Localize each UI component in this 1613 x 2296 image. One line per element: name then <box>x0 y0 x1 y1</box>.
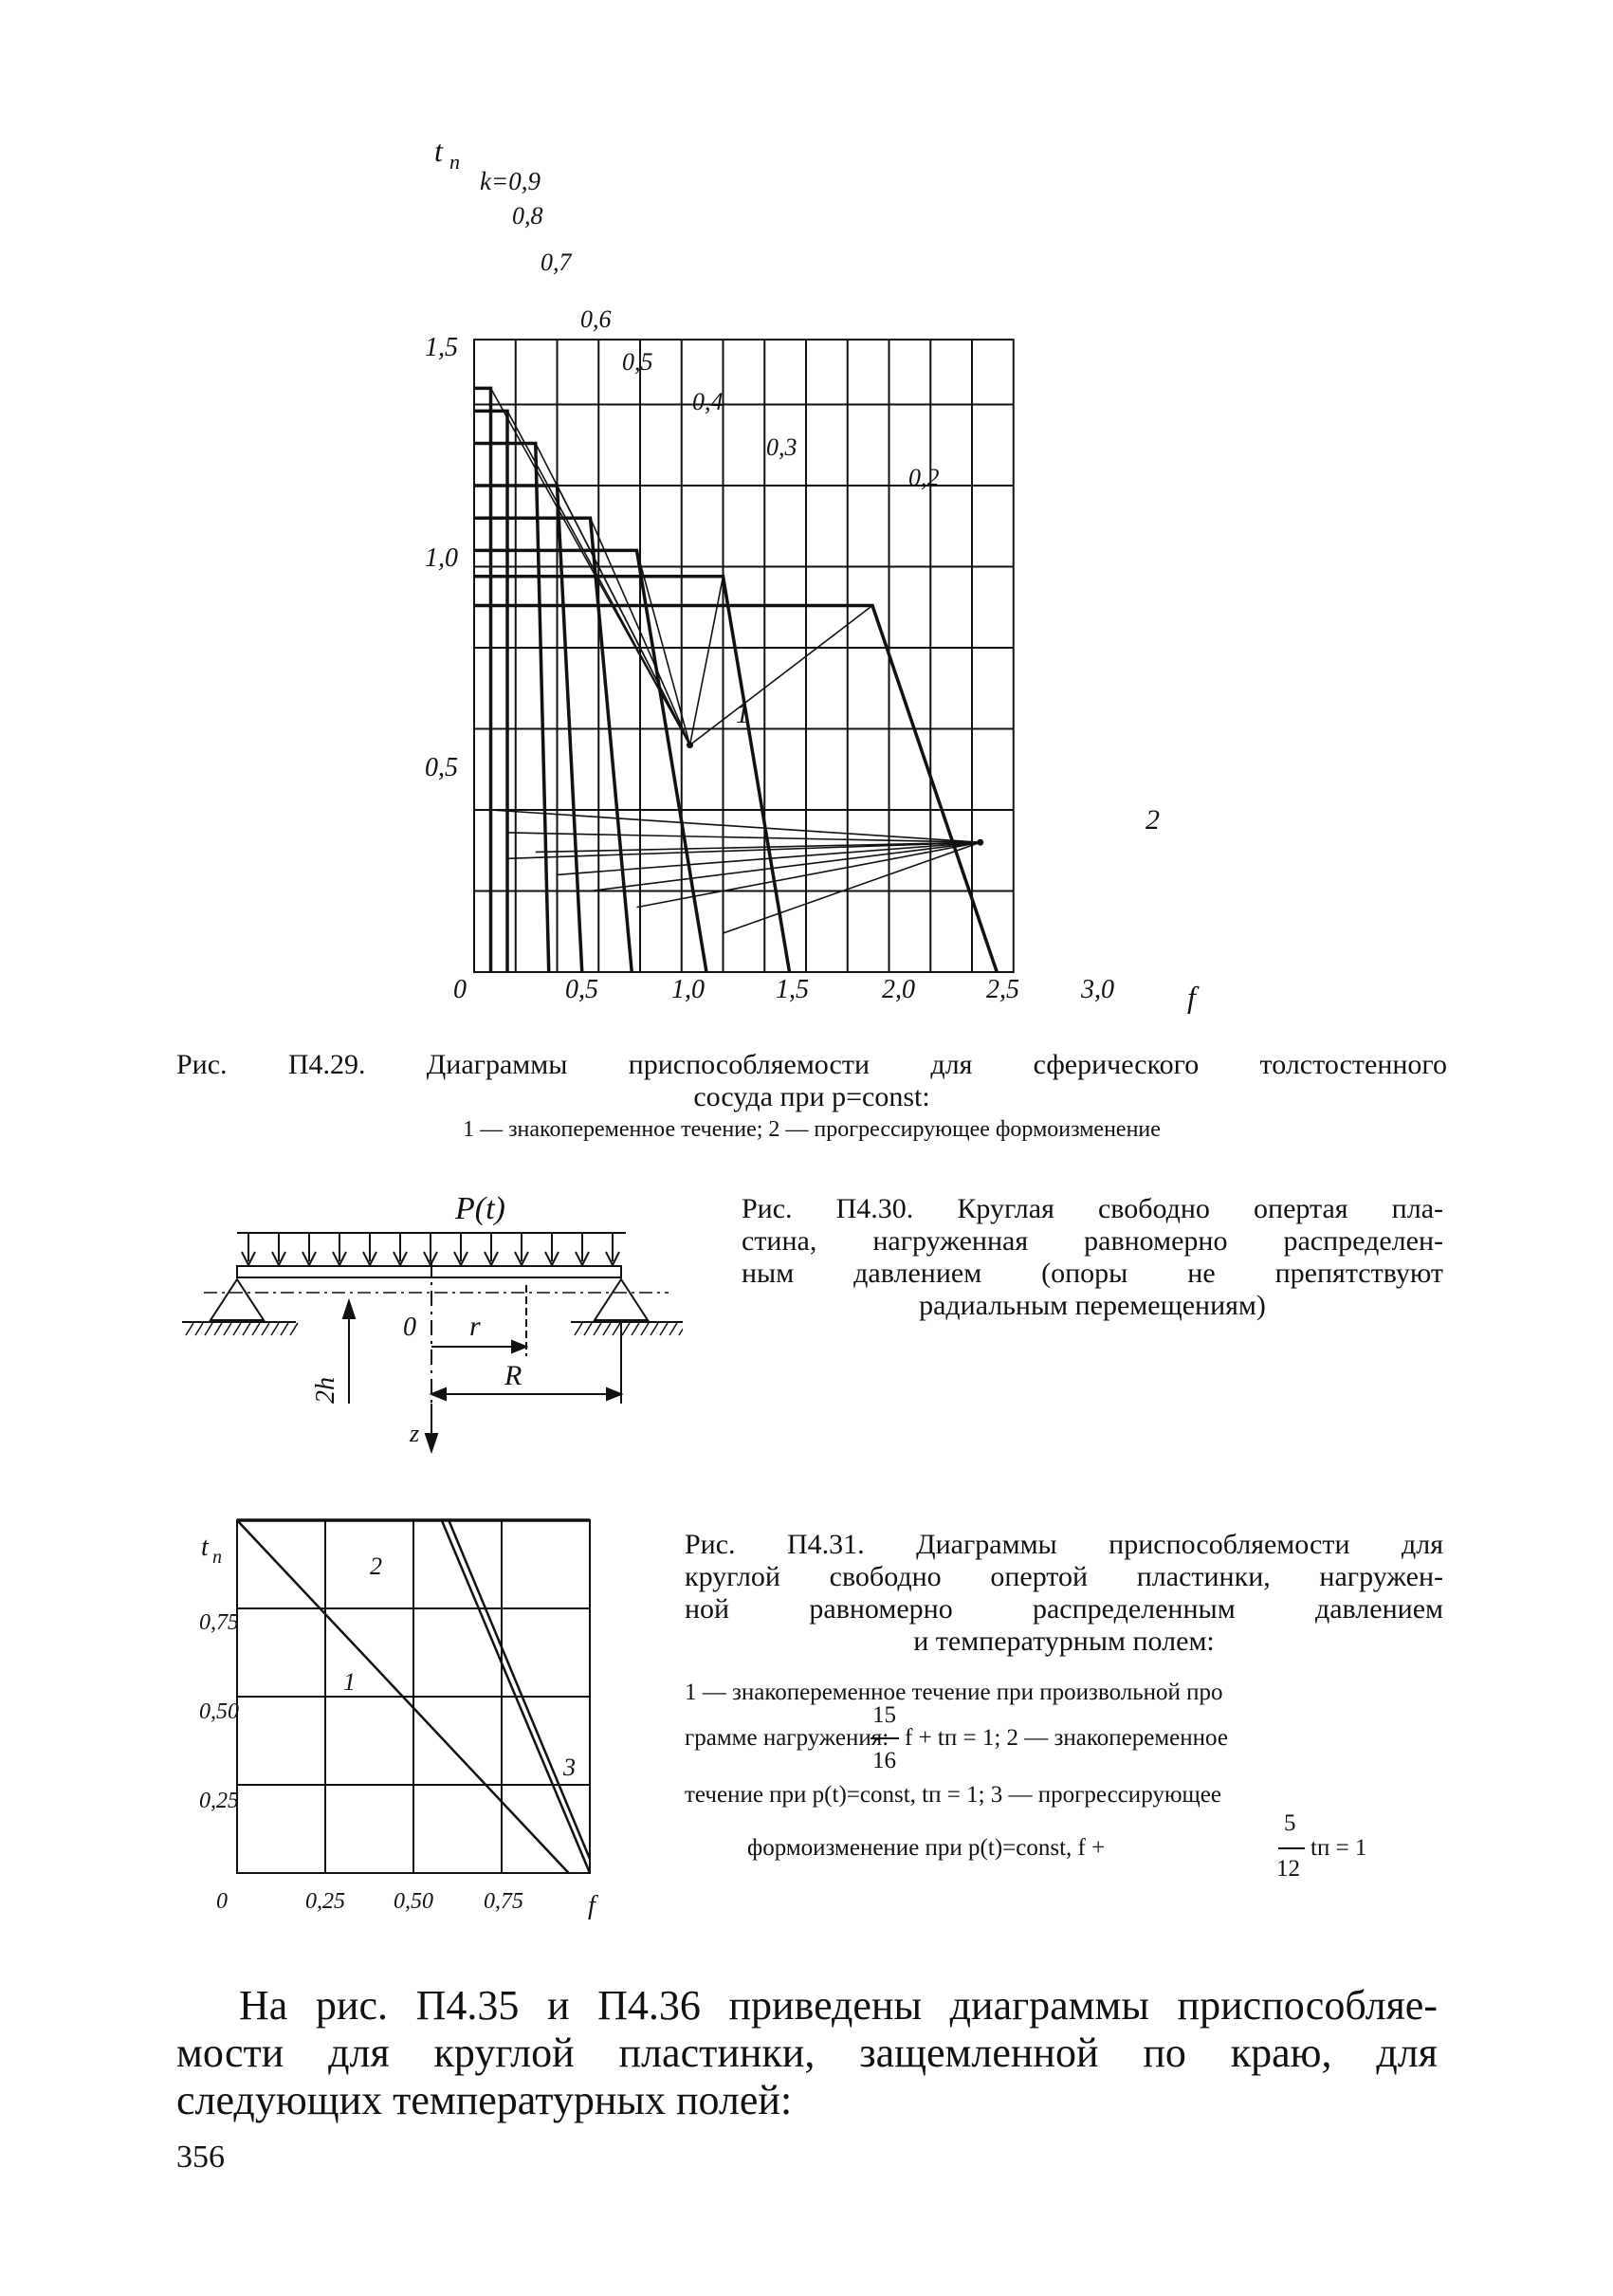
paragraph-line-2: мости для круглой пластинки, защемленной по краю, для <box>176 2030 1438 2076</box>
ground-hatch-line <box>233 1323 241 1335</box>
ground-hatch-line <box>641 1323 649 1335</box>
fig31-curve-label-1: 1 <box>343 1668 356 1696</box>
fig30-caption-line1: Рис. П4.30. Круглая свободно опертая пла- <box>742 1193 1443 1224</box>
ground-hatch-line <box>224 1323 231 1335</box>
figure-p4-31-chart <box>190 1508 626 1925</box>
ground-hatch-line <box>679 1323 683 1335</box>
ground-hatch-line <box>603 1323 611 1335</box>
fig31-tick-x-0: 0 <box>216 1889 228 1914</box>
fig31-frac1-bar <box>871 1737 899 1739</box>
fig31-y-axis-label: t <box>201 1533 209 1562</box>
right-support <box>595 1279 648 1320</box>
page-number: 356 <box>176 2140 225 2175</box>
fig31-tick-y-1: 0,50 <box>199 1699 239 1724</box>
fig29-y-axis-sub: п <box>449 150 460 174</box>
fig29-text <box>425 134 1200 1014</box>
fig31-x-axis-label: f <box>588 1891 596 1920</box>
fig31-caption-line2: круглой свободно опертой пластинки, нагружен- <box>685 1561 1443 1592</box>
fig29-tick-x-5: 2,5 <box>986 975 1019 1004</box>
fig29-tick-x-2: 1,0 <box>671 975 705 1004</box>
fig31-tick-y-0: 0,75 <box>199 1610 239 1635</box>
body-paragraph <box>176 1982 1438 2124</box>
fig29-tick-y-0: 1,5 <box>425 333 458 362</box>
figure-p4-29-chart <box>398 114 1233 1024</box>
ground-hatch-line <box>186 1323 193 1335</box>
fig31-note-line2b: f + tп = 1; 2 — знакопеременное <box>905 1725 1228 1751</box>
fig30-r-label: r <box>469 1311 481 1342</box>
fig31-note-line4b: tп = 1 <box>1311 1835 1367 1861</box>
fig30-caption-line4: радиальным перемещениям) <box>919 1290 1266 1321</box>
fig29-tick-x-4: 2,0 <box>882 975 915 1004</box>
ground-hatch-line <box>195 1323 203 1335</box>
fig31-tick-x-2: 0,50 <box>394 1889 433 1914</box>
fig29-k-curve-2 <box>474 444 549 972</box>
fig29-point-2 <box>978 839 983 845</box>
ground-hatch-line <box>632 1323 639 1335</box>
fig31-frac2-den: 12 <box>1276 1856 1300 1882</box>
fig31-tick-x-3: 0,75 <box>484 1889 523 1914</box>
ground-hatch-line <box>243 1323 250 1335</box>
paragraph-line-3: следующих температурных полей: <box>176 2077 793 2123</box>
fig30-origin-label: 0 <box>403 1313 416 1342</box>
fig31-curve-label-3: 3 <box>563 1754 576 1781</box>
ground-hatch-line <box>271 1323 279 1335</box>
fig29-y-axis-label: t <box>434 134 443 168</box>
fig29-frame <box>474 340 1014 972</box>
ground-hatch <box>186 1323 683 1335</box>
fig29-curve1-line-6 <box>690 577 724 745</box>
ground-hatch-line <box>622 1323 630 1335</box>
fig29-k-curve-0 <box>474 388 491 972</box>
fig29-curve2-line-6 <box>724 842 981 933</box>
load-arrows <box>242 1233 619 1265</box>
ground-hatch-line <box>584 1323 592 1335</box>
fig31-tick-x-1: 0,25 <box>305 1889 345 1914</box>
fig29-tick-y-1: 1,0 <box>425 543 458 573</box>
fig31-frac2-bar <box>1278 1847 1305 1849</box>
fig31-frac2-num: 5 <box>1284 1810 1296 1836</box>
fig31-y-axis-sub: п <box>212 1547 222 1568</box>
fig31-note-line3: течение при p(t)=const, tп = 1; 3 — прогрессирующее <box>685 1782 1221 1808</box>
ground-hatch-line <box>262 1323 269 1335</box>
fig29-point-1 <box>687 743 693 748</box>
fig29-k-label-5: 0,4 <box>692 388 724 415</box>
ground-hatch-line <box>252 1323 260 1335</box>
R-dim-arrowhead <box>607 1388 621 1400</box>
figure-p4-30-diagram <box>171 1176 683 1460</box>
fig31-caption-line3: ной равномерно распределенным давлением <box>685 1593 1443 1625</box>
fig31-caption-line1: Рис. П4.31. Диаграммы приспособляемости для <box>685 1529 1443 1560</box>
ground-hatch-line <box>575 1323 582 1335</box>
fig31-note-line2a: грамме нагружения: <box>685 1725 889 1751</box>
fig29-tick-x-0: 0 <box>453 975 467 1004</box>
ground-hatch-line <box>669 1323 677 1335</box>
left-support <box>211 1279 264 1320</box>
fig29-caption <box>176 1049 1447 1144</box>
fig30-R-label: R <box>504 1360 522 1391</box>
fig30-caption-line3: ным давлением (опоры не препятствуют <box>742 1258 1443 1289</box>
R-dim-arrowhead-left <box>431 1388 446 1400</box>
fig30-caption-line2: стина, нагруженная равномерно распределен- <box>742 1225 1443 1257</box>
fig31-grid <box>237 1520 590 1873</box>
fig29-curve1-line-3 <box>558 486 690 745</box>
fig29-tick-x-6: 3,0 <box>1081 975 1114 1004</box>
plate <box>237 1266 621 1277</box>
ground-hatch-line <box>660 1323 668 1335</box>
fig30-h-label: 2h <box>311 1377 340 1404</box>
fig29-k-label-2: 0,7 <box>541 248 572 276</box>
fig29-x-axis-label: f <box>1187 980 1196 1014</box>
fig29-k-label-6: 0,3 <box>766 433 797 461</box>
fig29-tick-y-2: 0,5 <box>425 753 458 782</box>
fig31-tick-y-2: 0,25 <box>199 1789 239 1813</box>
fig29-caption-note: 1 — знакопеременное течение; 2 — прогрессирующее формоизменение <box>463 1117 1161 1142</box>
h-dim-arrowhead <box>343 1301 355 1318</box>
fig29-tick-x-3: 1,5 <box>776 975 809 1004</box>
fig31-note-line4a: формоизменение при p(t)=const, f + <box>747 1835 1106 1861</box>
fig31-caption <box>685 1529 1443 1658</box>
ground-hatch-line <box>205 1323 212 1335</box>
z-axis-arrowhead <box>426 1434 437 1451</box>
fig31-curve-3b <box>449 1520 590 1859</box>
ground-hatch-line <box>290 1323 298 1335</box>
fig29-caption-line2: сосуда при p=const: <box>693 1081 930 1112</box>
paragraph-line-1: На рис. П4.35 и П4.36 приведены диаграммы приспособляе- <box>239 1982 1438 2029</box>
fig29-k-label-3: 0,6 <box>580 305 612 333</box>
fig30-caption <box>742 1193 1443 1322</box>
r-dim-arrowhead <box>512 1341 526 1352</box>
fig29-k-label-4: 0,5 <box>622 348 653 376</box>
fig29-curve-label-2: 2 <box>1146 804 1160 836</box>
fig31-caption-line4: и температурным полем: <box>913 1626 1215 1657</box>
fig31-frac1-num: 15 <box>872 1702 896 1728</box>
fig29-k-label-0: k=0,9 <box>480 167 541 195</box>
fig29-caption-line1: Рис. П4.29. Диаграммы приспособляемости для сферического толстостенного <box>176 1049 1447 1080</box>
fig29-tick-x-1: 0,5 <box>565 975 598 1004</box>
ground-hatch-line <box>214 1323 222 1335</box>
fig29-grid <box>474 340 1014 972</box>
fig31-note-line1: 1 — знакопеременное течение при произвольной про <box>685 1680 1223 1705</box>
ground-hatch-line <box>651 1323 658 1335</box>
fig29-k-label-7: 0,2 <box>908 464 940 491</box>
fig30-load-label: P(t) <box>455 1191 505 1226</box>
ground-hatch-line <box>594 1323 601 1335</box>
fig31-frac1-den: 16 <box>872 1748 896 1773</box>
fig30-z-label: z <box>410 1420 420 1447</box>
fig29-k-curve-6 <box>474 577 790 972</box>
ground-hatch-line <box>281 1323 288 1335</box>
fig31-curve-label-2: 2 <box>370 1552 382 1580</box>
fig29-curve1-line-7 <box>690 606 873 745</box>
ground-hatch-line <box>613 1323 620 1335</box>
fig29-curve-label-1: 1 <box>736 700 749 729</box>
fig29-k-label-1: 0,8 <box>512 202 543 230</box>
